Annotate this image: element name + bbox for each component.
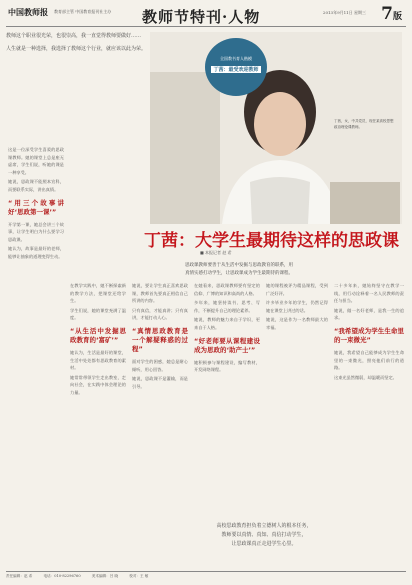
lead-paragraph: 教师这个职业很光荣，也很崇高，我一直觉得教师要做好…… <box>6 33 142 39</box>
paragraph: 这束光虽然微弱，却温暖而坚定。 <box>334 374 397 380</box>
page-number: 7版 <box>381 4 402 24</box>
badge-line1: 全国教书育人楷模 <box>220 56 252 61</box>
paragraph: 只有真信，才能真讲；只有真讲，才能打动人心。 <box>132 307 188 321</box>
paragraph: 她的课程被评为精品课程，受到广泛好评。 <box>266 283 328 296</box>
footer-item: 校对：王 敏 <box>129 574 149 578</box>
paper-subtitle: 教育部主管 中国教育报刊社主办 <box>54 9 112 14</box>
date-line: 2013年9月11日 星期三 <box>322 10 366 15</box>
badge-line2: 丁茜：最受欢迎教师 <box>211 66 261 73</box>
summary-line: 教师要以真情、真知、真信打动学生， <box>221 532 307 538</box>
paragraph: 开学第一课，她总会讲三个故事，让学生明白为什么要学习思政课。 <box>8 221 64 242</box>
byline: ■ 本报记者 赵 希 <box>200 250 232 255</box>
paragraph: 面对学生的困惑，她总是耐心倾听，用心回答。 <box>132 358 188 372</box>
paragraph: 学生们说，她的课堂充满了温度。 <box>70 307 126 321</box>
paragraph: 她说，思政课不能照本宣科，而要联系实际，讲出真情。 <box>8 179 64 192</box>
article-column-5 <box>266 282 328 522</box>
paragraph: 她说，要让学生真正喜欢思政课，教师首先要真正相信自己所讲的内容。 <box>132 283 188 304</box>
paragraph: 她说，教师的魅力来自于学识，更来自于人格。 <box>194 317 260 330</box>
summary-line: 让思政课真正走进学生心里。 <box>231 541 297 547</box>
article-column-6 <box>334 282 404 562</box>
subheading: “用三个故事讲好‘思政第一课’” <box>8 198 64 216</box>
paragraph: 许多毕业多年的学生，仍然记得她在课堂上讲过的话。 <box>266 300 328 313</box>
footer-item: 电话：010-82296760 <box>43 574 81 578</box>
lead-paragraph: 人生就是一种选择，我选择了教师这个行业，就应该以此为荣。 <box>6 46 147 53</box>
photo-caption: 丁茜，女，中共党员，现任某高校思想政治理论课教师。 <box>334 119 394 129</box>
subheading: “从生活中发掘思政教育的‘富矿’” <box>70 326 126 344</box>
paragraph: 她说，这是作为一名教师最大的幸福。 <box>266 317 328 330</box>
section-title: 教师节特刊·人物 <box>142 8 261 26</box>
summary-quote <box>196 522 332 549</box>
subheading: “我希望成为学生生命里的一束微光” <box>334 326 404 344</box>
subheading: “好老师要从课程建设成为思政的‘助产士’” <box>194 336 260 354</box>
paragraph: 她积极参与课程建设，编写教材，开发网络课程。 <box>194 359 260 373</box>
article-column-4 <box>194 282 260 522</box>
paragraph: 她说，我希望自己能够成为学生生命里的一束微光，照亮他们前行的道路。 <box>334 349 404 371</box>
article-column-2 <box>70 282 126 562</box>
intro-text: 思政课教师要善于从生活中发掘与思政教育的联系，用真情实感打动学生，让思政课成为学生最期待的课程。 <box>185 263 293 276</box>
footer-item: 美术编辑：吕 晓 <box>91 574 119 578</box>
paragraph: 在她看来，思政课教师要有坚定的信仰、广博的知识和高尚的人格。 <box>194 283 260 296</box>
paragraph: 她认为，生活是最好的课堂，生活中处处都有思政教育的素材。 <box>70 349 126 371</box>
paragraph: 她认为，故事是最好的老师，能够让抽象的道理变得生动。 <box>8 246 64 259</box>
paragraph: 她说，思政课不是灌输，而是引导。 <box>132 376 188 389</box>
footer-item: 责任编辑：赵 希 <box>6 574 33 578</box>
paragraph: 多年来，她坚持读书、思考、写作，不断提升自己的理论素养。 <box>194 300 260 313</box>
article-column-1 <box>8 146 64 562</box>
masthead <box>6 4 406 27</box>
paragraph: 在教学实践中，她不断探索新的教学方法，把课堂还给学生。 <box>70 283 126 304</box>
paragraph: 她常常带领学生走出教室，走向社会，在实践中体会理论的力量。 <box>70 374 126 395</box>
paragraph: 这是一位深受学生喜爱的思政课教师。她的课堂上总是座无虚席，学生们说，听她的课是一种享受。 <box>8 147 64 175</box>
page-footer <box>6 571 406 579</box>
paragraph: 她说，做一名好老师，是我一生的追求。 <box>334 307 404 321</box>
subheading: “真情思政教育是一个解疑释惑的过程” <box>132 326 188 353</box>
headline: 丁茜：大学生最期待这样的思政课 <box>144 231 399 251</box>
summary-line: 高校思政教育担负着立德树人的根本任务， <box>216 523 312 529</box>
paper-name: 中国教师报 <box>8 7 48 17</box>
paragraph: 二十多年来，她始终坚守在教学一线，用行动诠释着一名人民教师的责任与担当。 <box>334 283 404 304</box>
article-column-3 <box>132 282 188 562</box>
honor-badge <box>205 38 267 96</box>
